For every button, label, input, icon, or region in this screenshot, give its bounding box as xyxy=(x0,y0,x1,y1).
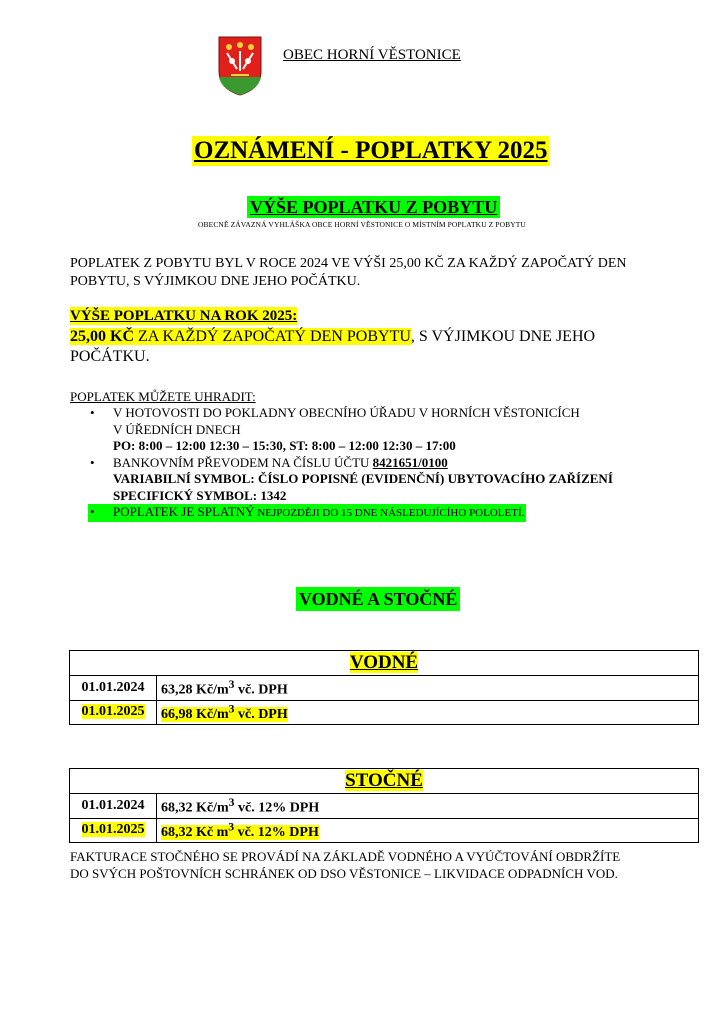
price-cell xyxy=(157,676,699,701)
account-number: 8421651/0100 xyxy=(372,454,448,470)
table-row xyxy=(70,700,699,725)
price-sup: 3 xyxy=(228,796,235,809)
stocne-table xyxy=(69,768,699,843)
rate-heading: VÝŠE POPLATKU NA ROK 2025: xyxy=(70,308,298,324)
rate-highlight xyxy=(70,328,411,345)
price-suffix: vč. DPH xyxy=(234,707,288,723)
rate-highlight-rest: ZA KAŽDÝ ZAPOČATÝ DEN POBYTU xyxy=(134,328,411,345)
due-text: POPLATEK JE SPLATNÝ xyxy=(113,504,255,519)
cash-line: V HOTOVOSTI DO POKLADNY OBECNÍHO ÚŘADU V HORNÍCH VĚSTONICÍCH xyxy=(113,405,580,420)
bank-prefix: BANKOVNÍM PŘEVODEM NA ČÍSLU ÚČTU xyxy=(113,454,373,470)
price-sup: 3 xyxy=(228,820,235,834)
price-cell xyxy=(157,700,699,725)
price-cell xyxy=(157,818,699,843)
list-item xyxy=(88,405,708,455)
due-text-rest: NEJPOZDĚJI DO 15 DNE NÁSLEDUJÍCÍHO POLOLETÍ. xyxy=(254,507,525,519)
billing-note-line: FAKTURACE STOČNÉHO SE PROVÁDÍ NA ZÁKLADĚ VODNÉHO A VYÚČTOVÁNÍ OBDRŽÍTE xyxy=(70,849,621,864)
price-sup: 3 xyxy=(228,702,235,716)
price-sup: 3 xyxy=(228,678,235,691)
table-row xyxy=(70,794,699,819)
water-heading: VODNÉ A STOČNÉ xyxy=(296,587,460,611)
table-row xyxy=(70,818,699,843)
bullet-icon: • xyxy=(90,454,95,470)
table-row xyxy=(70,676,699,701)
rate-text xyxy=(70,327,670,367)
billing-note-line: DO SVÝCH POŠTOVNÍCH SCHRÁNEK OD DSO VĚSTONICE – LIKVIDACE ODPADNÍCH VOD. xyxy=(70,866,618,881)
date: 01.01.2025 xyxy=(81,704,145,720)
payment-heading: POPLATEK MŮŽETE UHRADIT: xyxy=(70,389,256,404)
stay-fee-paragraph xyxy=(70,255,670,291)
page-title: OZNÁMENÍ - POPLATKY 2025 xyxy=(194,137,548,164)
coat-of-arms-icon xyxy=(217,35,263,97)
vodne-table xyxy=(69,650,699,725)
payment-list xyxy=(88,405,708,522)
office-hours: PO: 8:00 – 12:00 12:30 – 15:30, ST: 8:00 – 12:00 12:30 – 17:00 xyxy=(113,438,456,453)
stay-fee-heading: VÝŠE POPLATKU Z POBYTU xyxy=(247,196,500,218)
price-suffix: vč. 12% DPH xyxy=(234,800,320,816)
date-cell xyxy=(70,794,157,819)
vodne-title-cell xyxy=(70,651,699,676)
list-item xyxy=(88,455,708,505)
price-suffix: vč. 12% DPH xyxy=(234,825,319,841)
vodne-title: VODNÉ xyxy=(349,652,419,673)
stocne-title-cell xyxy=(70,769,699,794)
price-highlight xyxy=(161,702,288,723)
price-highlight xyxy=(161,820,319,841)
rate-line2: POČÁTKU. xyxy=(70,348,150,365)
price-cell xyxy=(157,794,699,819)
stay-fee-paragraph-line: POPLATEK Z POBYTU BYL V ROCE 2024 VE VÝŠI 25,00 KČ ZA KAŽDÝ ZAPOČATÝ DEN xyxy=(70,256,627,271)
municipality-name: OBEC HORNÍ VĚSTONICE xyxy=(283,47,461,63)
bullet-icon: • xyxy=(90,405,95,420)
bullet-icon: • xyxy=(90,504,95,519)
date: 01.01.2024 xyxy=(81,679,145,695)
cash-line: V ÚŘEDNÍCH DNECH xyxy=(113,421,241,437)
variable-symbol: VARIABILNÍ SYMBOL: ČÍSLO POPISNÉ (EVIDENČNÍ) UBYTOVACÍHO ZAŘÍZENÍ xyxy=(113,471,613,486)
list-item xyxy=(88,504,526,522)
rate-rest: , S VÝJIMKOU DNE JEHO xyxy=(410,328,596,345)
price-suffix: vč. DPH xyxy=(234,682,288,698)
price: 63,28 Kč/m xyxy=(161,682,229,698)
bank-line xyxy=(113,455,708,472)
stay-fee-paragraph-line: POBYTU, S VÝJIMKOU DNE JEHO POČÁTKU. xyxy=(70,274,361,289)
date-cell xyxy=(70,700,157,725)
rate-amount: 25,00 KČ xyxy=(70,328,134,345)
stocne-title: STOČNÉ xyxy=(345,770,423,791)
date-cell xyxy=(70,818,157,843)
date: 01.01.2024 xyxy=(81,797,145,813)
date-cell xyxy=(70,676,157,701)
price: 68,32 Kč/m xyxy=(161,800,229,816)
billing-note xyxy=(70,848,710,882)
specific-symbol: SPECIFICKÝ SYMBOL: 1342 xyxy=(113,487,287,503)
price: 68,32 Kč m xyxy=(161,825,229,841)
price: 66,98 Kč/m xyxy=(161,707,229,723)
stay-fee-subtitle: OBECNĚ ZÁVAZNÁ VYHLÁŠKA OBCE HORNÍ VĚSTONICE O MÍSTNÍM POPLATKU Z POBYTU xyxy=(198,220,526,229)
date: 01.01.2025 xyxy=(81,822,145,838)
